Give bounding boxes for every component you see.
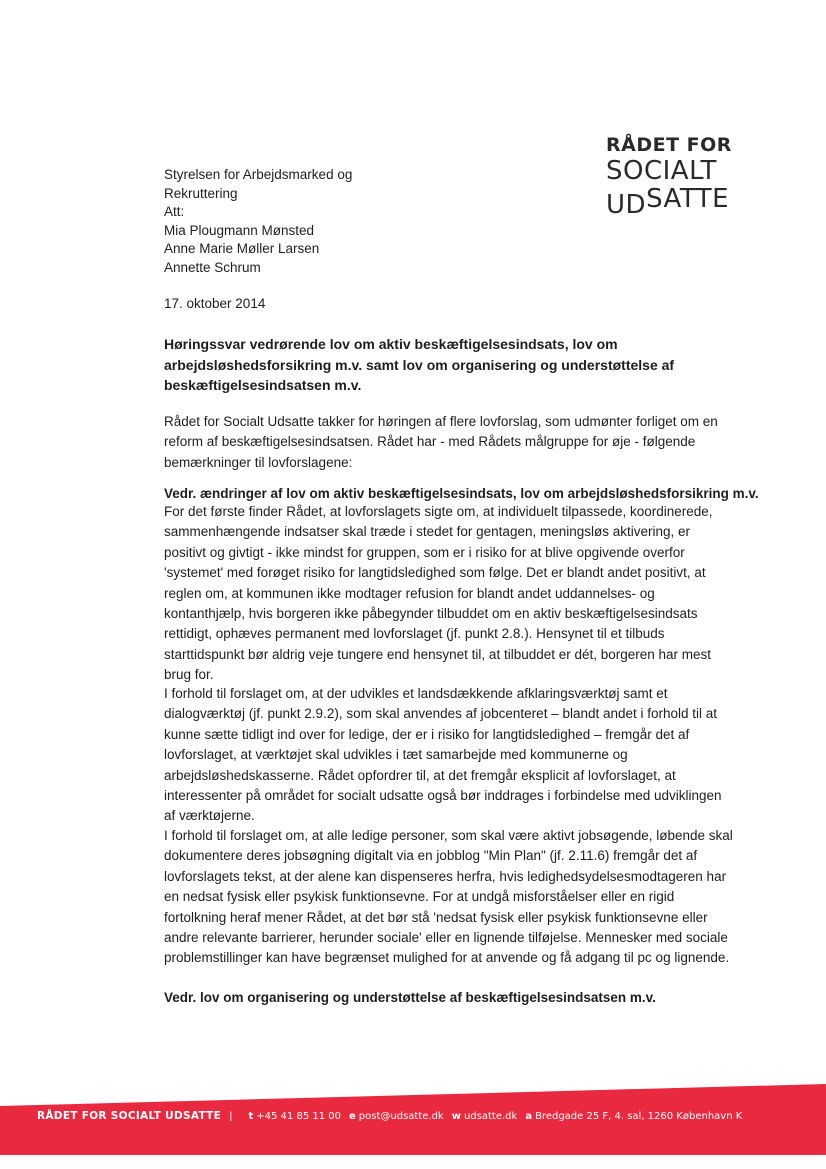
logo-satte: SATTE [646, 184, 730, 214]
phone-number: +45 41 85 11 00 [256, 1111, 341, 1122]
recipient-line: Rekruttering [164, 185, 238, 201]
section-2-heading: Vedr. lov om organisering og understøttelse af beskæftigelsesindsatsen m.v. [164, 990, 656, 1005]
recipient-line: Mia Plougmann Mønsted [164, 222, 315, 238]
recipient-line: Styrelsen for Arbejdsmarked og [164, 167, 353, 182]
email-label: e [348, 1111, 356, 1122]
footer-brand: RÅDET FOR SOCIALT UDSATTE [37, 1110, 222, 1122]
email-address: post@udsatte.dk [358, 1111, 444, 1122]
section-1-paragraph-3: I forhold til forslaget om, at alle ledige personer, som skal være aktivt jobsøgende, løbende skal dokumentere deres jobsøgning digitalt via en jobblog "Min Plan" (jf. 2.11.6) fremgår det af lovforslagets tekst, at der alene kan dispenseres herfra, hvis ledighedsydelsesmodtageren har en nedsat fysisk eller psykisk funktionsevne. For at undgå misforståelser eller en rigid fortolkning heraf mener Rådet, at det bør stå 'nedsat fysisk eller psykisk funktionsevne eller andre relevante barrierer, herunder sociale' eller en lignende tilføjelse. Mennesker med sociale problemstillinger kan have begrænset mulighed for at anvende og få adgang til pc og lignende. [164, 828, 733, 966]
section-1-paragraph-2: I forhold til forslaget om, at der udvikles et landsdækkende afklaringsværktøj samt et dialogværktøj (jf. punkt 2.9.2), som skal anvendes af jobcenteret – blandt andet i forhold til at kunne sætte tidligt ind over for ledige, der er i risiko for langtidsledighed – fremgår det af lovforslaget, at værktøjet skal udvikles i tæt samarbejde med kommunerne og arbejdsløshedskasserne. Rådet opfordrer til, at det fremgår eksplicit af lovforslaget, at interessenter på området for socialt udsatte også bør inddrages i forbindelse med udviklingen af værktøjerne. [164, 686, 722, 824]
recipient-line: Att: [164, 204, 185, 220]
logo-ud: UD [606, 190, 647, 220]
council-logo [606, 133, 732, 219]
address-label: a [525, 1111, 533, 1122]
footer-divider: | [229, 1111, 233, 1122]
letter-title: Høringssvar vedrørende lov om aktiv beskæftigelsesindsats, lov om arbejdsløshedsforsikring m.v. samt lov om organisering og understøttelse af beskæftigelsesindsatsen m.v. [164, 336, 675, 393]
section-1-heading: Vedr. ændringer af lov om aktiv beskæftigelsesindsats, lov om arbejdsløshedsforsikring m.v. [164, 486, 759, 501]
letter-date: 17. oktober 2014 [164, 296, 266, 311]
section-1-paragraph-1: For det første finder Rådet, at lovforslagets sigte om, at individuelt tilpassede, koordinerede, sammenhængende indsatser skal træde i stedet for gentagen, meningsløs aktivering, er positivt og givtigt - ikke mindst for gruppen, som er i risiko for at blive opgivende overfor 'systemet' med forøget risiko for langtidsledighed som følge. Det er blandt andet positivt, at reglen om, at kommunen ikke modtager refusion for blandt andet uddannelses- og kontanthjælp, hvis borgeren ikke påbegynder tilbuddet om en aktiv beskæftigelsesindsats rettidigt, ophæves permanent med lovforslaget (jf. punkt 2.8.). Hensynet til et tilbuds starttidspunkt bør aldrig veje tungere end hensynet til, at tilbuddet er dét, borgeren har mest brug for. [164, 504, 713, 683]
web-label: w [451, 1111, 461, 1122]
recipient-address [164, 166, 352, 278]
postal-address: Bredgade 25 F, 4. sal, 1260 København K [535, 1111, 743, 1122]
web-address: udsatte.dk [463, 1111, 518, 1122]
recipient-line: Annette Schrum [164, 259, 261, 275]
footer-contact [37, 1110, 742, 1122]
recipient-line: Anne Marie Møller Larsen [164, 241, 320, 257]
logo-line-3 [606, 185, 732, 219]
logo-line-2: SOCIALT [606, 156, 717, 186]
intro-paragraph: Rådet for Socialt Udsatte takker for høringen af flere lovforslag, som udmønter forliget om en reform af beskæftigelsesindsatsen. Rådet har - med Rådets målgruppe for øje - følgende bemærkninger til lovforslagene: [164, 414, 718, 470]
logo-line-1: RÅDET FOR [606, 134, 732, 156]
phone-label: t [248, 1111, 254, 1122]
